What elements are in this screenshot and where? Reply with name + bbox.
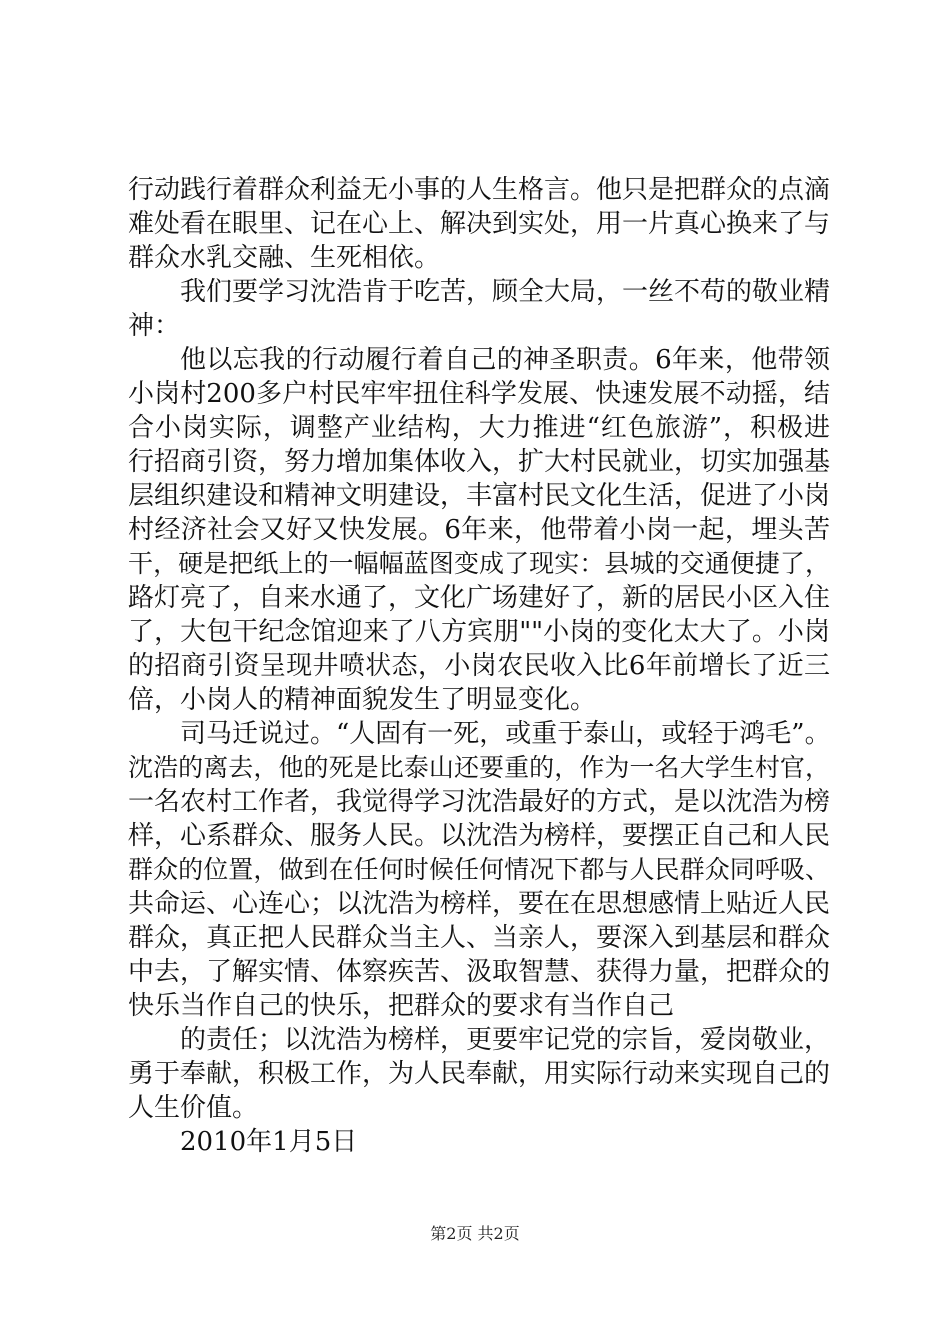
text-line: 群众水乳交融、生死相依。	[128, 243, 441, 273]
text-line: 我们要学习沈浩肯于吃苦，顾全大局，一丝不苟的敬业精	[180, 277, 831, 307]
document-date: 2010年1月5日	[180, 1127, 358, 1157]
text-line: 路灯亮了，自来水通了，文化广场建好了，新的居民小区入住	[128, 583, 831, 613]
text-line: 勇于奉献，积极工作，为人民奉献，用实际行动来实现自己的	[128, 1059, 831, 1089]
text-line: 样，心系群众、服务人民。以沈浩为榜样，要摆正自己和人民	[128, 821, 831, 851]
text-line: 行招商引资，努力增加集体收入，扩大村民就业，切实加强基	[128, 447, 831, 477]
text-line: 群众的位置，做到在任何时候任何情况下都与人民群众同呼吸、	[128, 855, 830, 884]
text-line: 的责任；以沈浩为榜样，更要牢记党的宗旨，爱岗敬业，	[180, 1025, 831, 1055]
text-line: 神：	[128, 311, 181, 341]
text-line: 合小岗实际，调整产业结构，大力推进“红色旅游”，积极进	[128, 413, 830, 443]
text-line: 共命运、心连心；以沈浩为榜样，要在在思想感情上贴近人民	[128, 889, 831, 919]
text-line: 难处看在眼里、记在心上、解决到实处，用一片真心换来了与	[128, 209, 831, 239]
text-line: 沈浩的离去，他的死是比泰山还要重的，作为一名大学生村官，	[128, 753, 830, 782]
page-indicator: 第2页 共2页	[430, 1224, 520, 1243]
text-line: 村经济社会又好又快发展。6年来，他带着小岗一起，埋头苦	[128, 515, 830, 545]
text-line: 层组织建设和精神文明建设，丰富村民文化生活，促进了小岗	[128, 481, 831, 511]
text-line: 群众，真正把人民群众当主人、当亲人，要深入到基层和群众	[128, 923, 831, 953]
text-line: 了，大包干纪念馆迎来了八方宾朋""小岗的变化太大了。小岗	[128, 617, 830, 647]
text-line: 干，硬是把纸上的一幅幅蓝图变成了现实：县城的交通便捷了，	[128, 549, 830, 578]
text-line: 的招商引资呈现井喷状态，小岗农民收入比6年前增长了近三	[128, 651, 830, 681]
text-line: 小岗村200多户村民牢牢扭住科学发展、快速发展不动摇，结	[128, 379, 830, 409]
text-line: 中去，了解实情、体察疾苦、汲取智慧、获得力量，把群众的	[128, 957, 831, 987]
text-line: 行动践行着群众利益无小事的人生格言。他只是把群众的点滴	[128, 175, 831, 205]
text-line: 人生价值。	[128, 1093, 259, 1123]
text-line: 司马迁说过。“人固有一死，或重于泰山，或轻于鸿毛”。	[180, 719, 831, 749]
document-body	[128, 173, 830, 1159]
text-line: 一名农村工作者，我觉得学习沈浩最好的方式，是以沈浩为榜	[128, 787, 831, 817]
text-line: 倍，小岗人的精神面貌发生了明显变化。	[128, 685, 597, 715]
text-line: 他以忘我的行动履行着自己的神圣职责。6年来，他带领	[180, 345, 830, 375]
text-line: 快乐当作自己的快乐，把群众的要求有当作自己	[128, 991, 675, 1021]
